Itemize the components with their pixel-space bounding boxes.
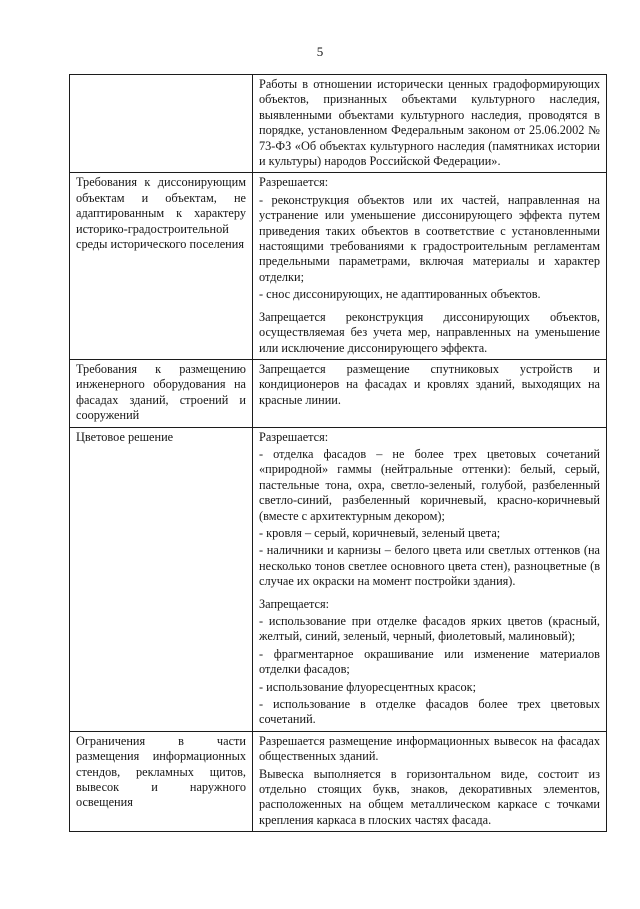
table-row bbox=[70, 359, 607, 427]
content-paragraph: Запрещается размещение спутниковых устройств и кондиционеров на фасадах и кровлях зданий, выходящих на красные линии. bbox=[259, 361, 600, 407]
content-paragraph: - использование при отделке фасадов ярких цветов (красный, желтый, синий, зеленый, черный, фиолетовый, малиновый); bbox=[259, 614, 600, 644]
requirements-table bbox=[69, 74, 607, 832]
content-paragraph: - наличники и карнизы – белого цвета или светлых оттенков (на несколько тонов светлее основного цвета стен), разноцветные (в случае их окраски на момент постройки здания). bbox=[259, 543, 600, 589]
content-block bbox=[259, 175, 600, 302]
row-label: Требования к диссонирующим объектам и объектам, не адаптированным к характеру историко-градостроительной среды исторического поселения bbox=[70, 173, 253, 359]
content-paragraph: - кровля – серый, коричневый, зеленый цвета; bbox=[259, 525, 501, 540]
content-paragraph: Разрешается размещение информационных вывесок на фасадах общественных зданий. bbox=[259, 733, 600, 764]
table-row bbox=[70, 173, 607, 359]
content-paragraph: Запрещается: bbox=[259, 596, 330, 611]
row-content bbox=[253, 427, 607, 731]
content-paragraph: Работы в отношении исторически ценных градоформирующих объектов, признанных объектами культурного наследия, выявленными объектами культурного наследия, проводятся в порядке, установленном Федеральным законом от 25.06.2002 № 73-ФЗ «Об объектах культурного наследия (памятниках истории и культуры) народов Российской Федерации». bbox=[259, 77, 600, 169]
content-paragraph: Запрещается реконструкция диссонирующих объектов, осуществляемая без учета мер, направленных на уменьшение или исключение диссонирующего эффекта. bbox=[259, 309, 600, 355]
table-row bbox=[70, 427, 607, 731]
content-paragraph: - использование флуоресцентных красок; bbox=[259, 679, 477, 694]
content-block bbox=[259, 77, 600, 169]
row-content bbox=[253, 75, 607, 173]
table-row bbox=[70, 75, 607, 173]
row-content bbox=[253, 173, 607, 359]
content-block bbox=[259, 597, 600, 728]
table-row bbox=[70, 731, 607, 831]
page-number: 5 bbox=[316, 44, 324, 59]
content-paragraph: Вывеска выполняется в горизонтальном виде, состоит из отдельно стоящих букв, знаков, декоративных элементов, расположенных на общем металлическом каркасе с точками крепления каркаса в плоских частях фасада. bbox=[259, 766, 600, 827]
content-paragraph: - реконструкция объектов или их частей, направленная на устранение или уменьшение диссонирующего эффекта путем приведения таких объектов в соответствие с установленными настоящими требованиями к градостроительным регламентам предельными параметрами, включая материалы и характер отделки; bbox=[259, 192, 600, 284]
content-block bbox=[259, 362, 600, 408]
row-label: Цветовое решение bbox=[70, 427, 253, 731]
content-paragraph: Разрешается: bbox=[259, 429, 329, 444]
content-block bbox=[259, 310, 600, 356]
content-block bbox=[259, 430, 600, 590]
content-paragraph: - фрагментарное окрашивание или изменение материалов отделки фасадов; bbox=[259, 646, 600, 677]
content-block bbox=[259, 734, 600, 828]
content-paragraph: - использование в отделке фасадов более трех цветовых сочетаний. bbox=[259, 697, 600, 727]
row-label bbox=[70, 75, 253, 173]
row-content bbox=[253, 731, 607, 831]
row-label: Ограничения в части размещения информационных стендов, рекламных щитов, вывесок и наружного освещения bbox=[70, 731, 253, 831]
content-paragraph: - отделка фасадов – не более трех цветовых сочетаний «природной» гаммы (нейтральные оттенки): белый, серый, пастельные тона, охра, светло-зеленый, голубой, разбеленный светло-синий, разбеленный коричневый, красно-коричневый (вместе с архитектурным декором); bbox=[259, 446, 600, 523]
content-paragraph: - снос диссонирующих, не адаптированных объектов. bbox=[259, 287, 541, 302]
content-paragraph: Разрешается: bbox=[259, 175, 329, 190]
row-content bbox=[253, 359, 607, 427]
row-label: Требования к размещению инженерного оборудования на фасадах зданий, строений и сооружений bbox=[70, 359, 253, 427]
